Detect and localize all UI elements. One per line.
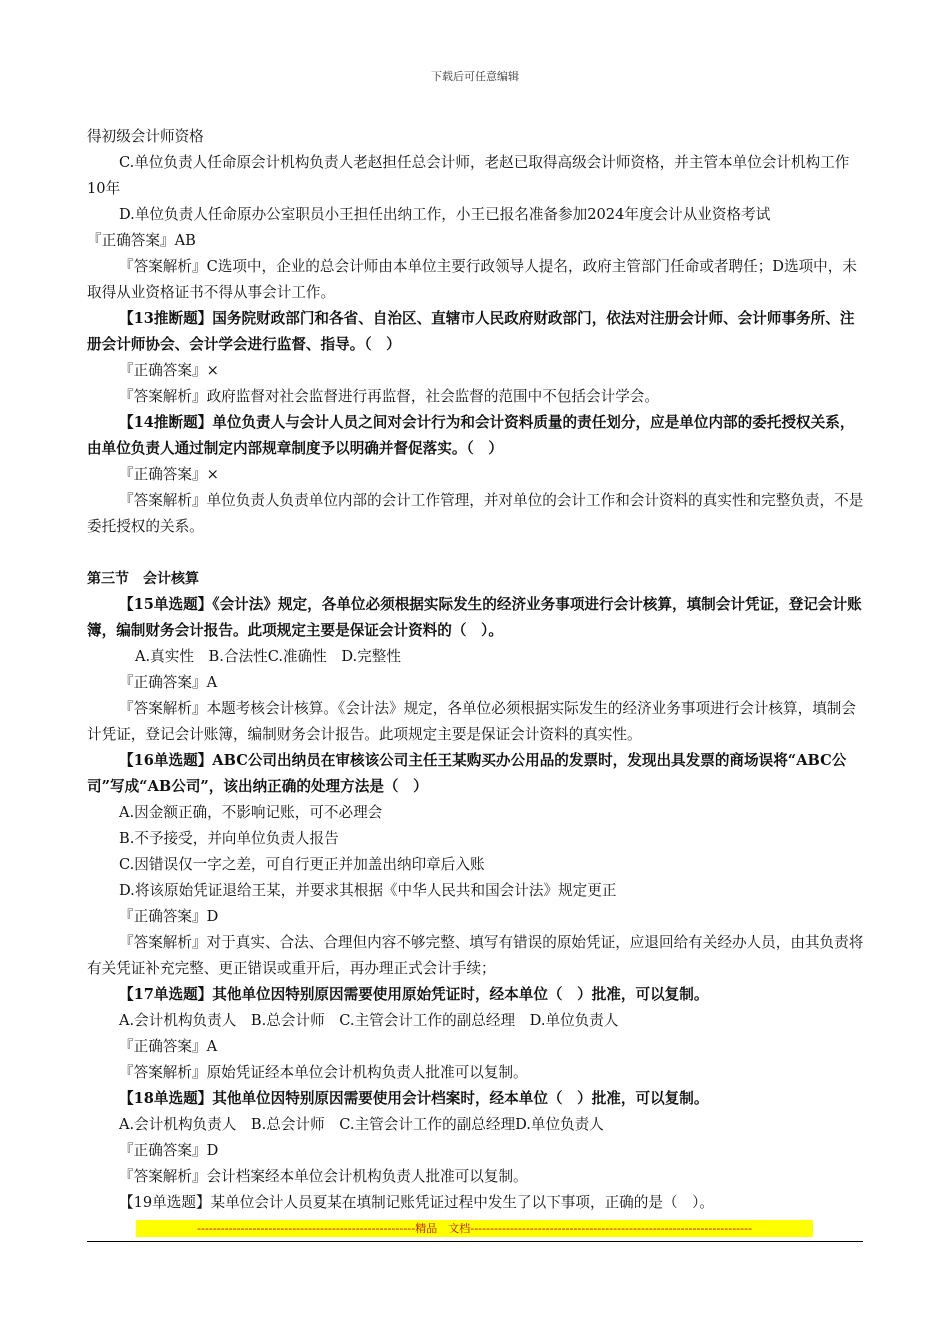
question-18: 【18单选题】其他单位因特别原因需要使用会计档案时，经本单位（ ）批准，可以复制。 [119,1090,709,1107]
correct-answer: 『正确答案』A [119,674,218,691]
answer-explanation: 『答案解析』政府监督对社会监督进行再监督，社会监督的范围中不包括会计学会。 [119,388,659,405]
question-options: A.真实性 B.合法性C.准确性 D.完整性 [135,648,401,665]
question-options: A.会计机构负责人 B.总会计师 C.主管会计工作的副总经理 D.单位负责人 [119,1012,619,1029]
section-title: 第三节 会计核算 [87,571,199,587]
question-15: 【15单选题】《会计法》规定，各单位必须根据实际发生的经济业务事项进行会计核算，填制会计凭证，登记会计账簿，编制财务会计报告。此项规定主要是保证会计资料的（ ）。 [87,596,862,639]
answer-explanation: 『答案解析』会计档案经本单位会计机构负责人批准可以复制。 [119,1168,528,1185]
correct-answer: 『正确答案』D [119,1142,219,1159]
question-17: 【17单选题】其他单位因特别原因需要使用原始凭证时，经本单位（ ）批准，可以复制。 [119,986,709,1003]
answer-explanation: 『答案解析』原始凭证经本单位会计机构负责人批准可以复制。 [119,1064,528,1081]
text-line: 得初级会计师资格 [87,128,204,145]
correct-answer: 『正确答案』× [119,362,219,379]
document-body [87,124,867,1216]
question-16: 【16单选题】ABC公司出纳员在审核该公司主任王某购买办公用品的发票时，发现出具发票的商场误将“ABC公司”写成“AB公司”，该出纳正确的处理方法是（ ） [87,752,847,795]
answer-explanation: 『答案解析』单位负责人负责单位内部的会计工作管理，并对单位的会计工作和会计资料的真实性和完整负责，不是委托授权的关系。 [87,492,864,535]
option-d: D.将该原始凭证退给王某，并要求其根据《中华人民共和国会计法》规定更正 [119,882,617,899]
spacer [87,540,867,566]
question-13: 【13推断题】国务院财政部门和各省、自治区、直辖市人民政府财政部门，依法对注册会计师、会计师事务所、注册会计师协会、会计学会进行监督、指导。（ ） [87,310,855,353]
correct-answer: 『正确答案』AB [87,232,196,249]
answer-explanation: 『答案解析』C选项中，企业的总会计师由本单位主要行政领导人提名，政府主管部门任命或者聘任；D选项中，未取得从业资格证书不得从事会计工作。 [87,258,857,301]
answer-explanation: 『答案解析』对于真实、合法、合理但内容不够完整、填写有错误的原始凭证，应退回给有关经办人员，由其负责将有关凭证补充完整、更正错误或重开后，再办理正式会计手续； [87,934,864,977]
option-c: C.因错误仅一字之差，可自行更正并加盖出纳印章后入账 [119,856,485,873]
footer-divider [87,1241,863,1242]
correct-answer: 『正确答案』A [119,1038,218,1055]
footer-banner: -------------------------------------------------------精品 文档----------------------------------------------------------------------- [136,1220,813,1237]
option-c: C.单位负责人任命原会计机构负责人老赵担任总会计师，老赵已取得高级会计师资格，并主管本单位会计机构工作10年 [87,154,850,197]
question-14: 【14推断题】单位负责人与会计人员之间对会计行为和会计资料质量的责任划分，应是单位内部的委托授权关系，由单位负责人通过制定内部规章制度予以明确并督促落实。（ ） [87,414,855,457]
correct-answer: 『正确答案』× [119,466,219,483]
page-header: 下载后可任意编辑 [431,70,519,83]
option-b: B.不予接受，并向单位负责人报告 [119,830,339,847]
option-a: A.因金额正确，不影响记账，可不必理会 [119,804,383,821]
correct-answer: 『正确答案』D [119,908,219,925]
option-d: D.单位负责人任命原办公室职员小王担任出纳工作，小王已报名准备参加2024年度会计从业资格考试 [119,206,771,223]
answer-explanation: 『答案解析』本题考核会计核算。《会计法》规定，各单位必须根据实际发生的经济业务事项进行会计核算，填制会计凭证，登记会计账簿，编制财务会计报告。此项规定主要是保证会计资料的真实性。 [87,700,856,743]
question-19: 【19单选题】某单位会计人员夏某在填制记账凭证过程中发生了以下事项，正确的是（ ）。 [119,1194,715,1211]
question-options: A.会计机构负责人 B.总会计师 C.主管会计工作的副总经理D.单位负责人 [119,1116,604,1133]
